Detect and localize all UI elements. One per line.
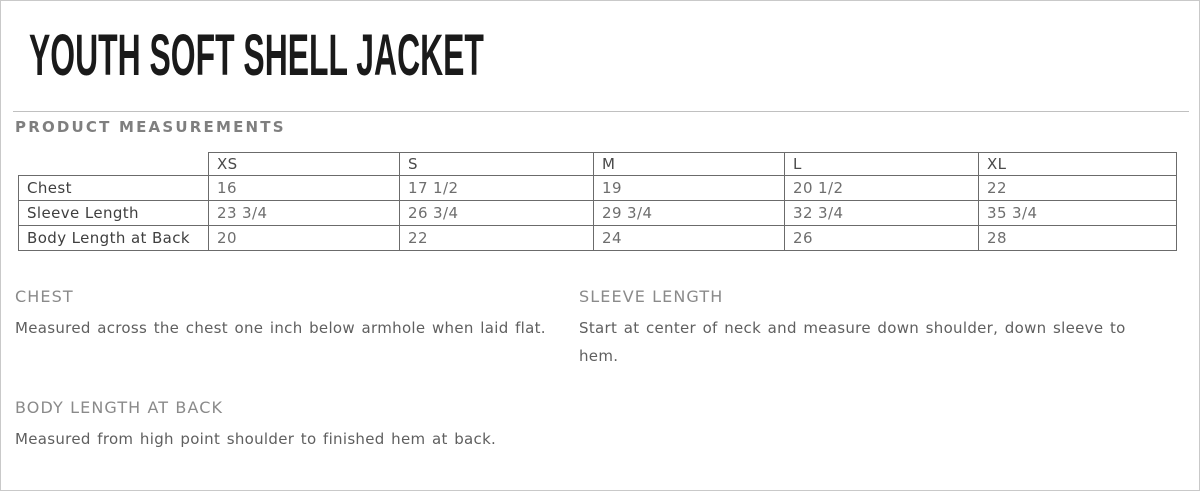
- table-corner-cell: [19, 153, 209, 176]
- table-row: [19, 201, 1177, 226]
- measurement-cell: 35 3/4: [979, 201, 1177, 226]
- measurement-cell: 19: [594, 176, 785, 201]
- measurement-cell: 16: [209, 176, 400, 201]
- chest-definition: [15, 287, 567, 342]
- sleeve-length-definition-text: Start at center of neck and measure down shoulder, down sleeve to hem.: [579, 319, 1126, 365]
- measurements-table: [18, 152, 1177, 251]
- measurement-cell: 24: [594, 226, 785, 251]
- measurement-cell: 20 1/2: [785, 176, 979, 201]
- body-length-definition-text: Measured from high point shoulder to finished hem at back.: [15, 430, 497, 448]
- size-column-header: XL: [979, 153, 1177, 176]
- measurement-cell: 17 1/2: [400, 176, 594, 201]
- table-row: [19, 226, 1177, 251]
- measurement-cell: 26 3/4: [400, 201, 594, 226]
- row-label: Body Length at Back: [19, 226, 209, 251]
- table-header-row: [19, 153, 1177, 176]
- size-column-header: M: [594, 153, 785, 176]
- divider: [13, 111, 1189, 112]
- row-label: Sleeve Length: [19, 201, 209, 226]
- sleeve-length-definition-heading: SLEEVE LENGTH: [579, 287, 724, 306]
- measurement-cell: 29 3/4: [594, 201, 785, 226]
- chest-definition-text: Measured across the chest one inch below armhole when laid flat.: [15, 319, 546, 337]
- row-label: Chest: [19, 176, 209, 201]
- measurement-cell: 22: [400, 226, 594, 251]
- body-length-definition-heading: BODY LENGTH AT BACK: [15, 398, 224, 417]
- chest-definition-heading: CHEST: [15, 287, 74, 306]
- size-column-header: L: [785, 153, 979, 176]
- page-title: YOUTH SOFT SHELL JACKET: [29, 23, 484, 88]
- sleeve-length-definition: [579, 287, 1127, 370]
- measurement-cell: 23 3/4: [209, 201, 400, 226]
- size-column-header: S: [400, 153, 594, 176]
- measurement-cell: 28: [979, 226, 1177, 251]
- measurement-cell: 26: [785, 226, 979, 251]
- size-column-header: XS: [209, 153, 400, 176]
- measurement-cell: 32 3/4: [785, 201, 979, 226]
- measurement-cell: 20: [209, 226, 400, 251]
- product-measurements-heading: PRODUCT MEASUREMENTS: [15, 118, 286, 136]
- table-row: [19, 176, 1177, 201]
- body-length-definition: [15, 398, 575, 453]
- measurement-cell: 22: [979, 176, 1177, 201]
